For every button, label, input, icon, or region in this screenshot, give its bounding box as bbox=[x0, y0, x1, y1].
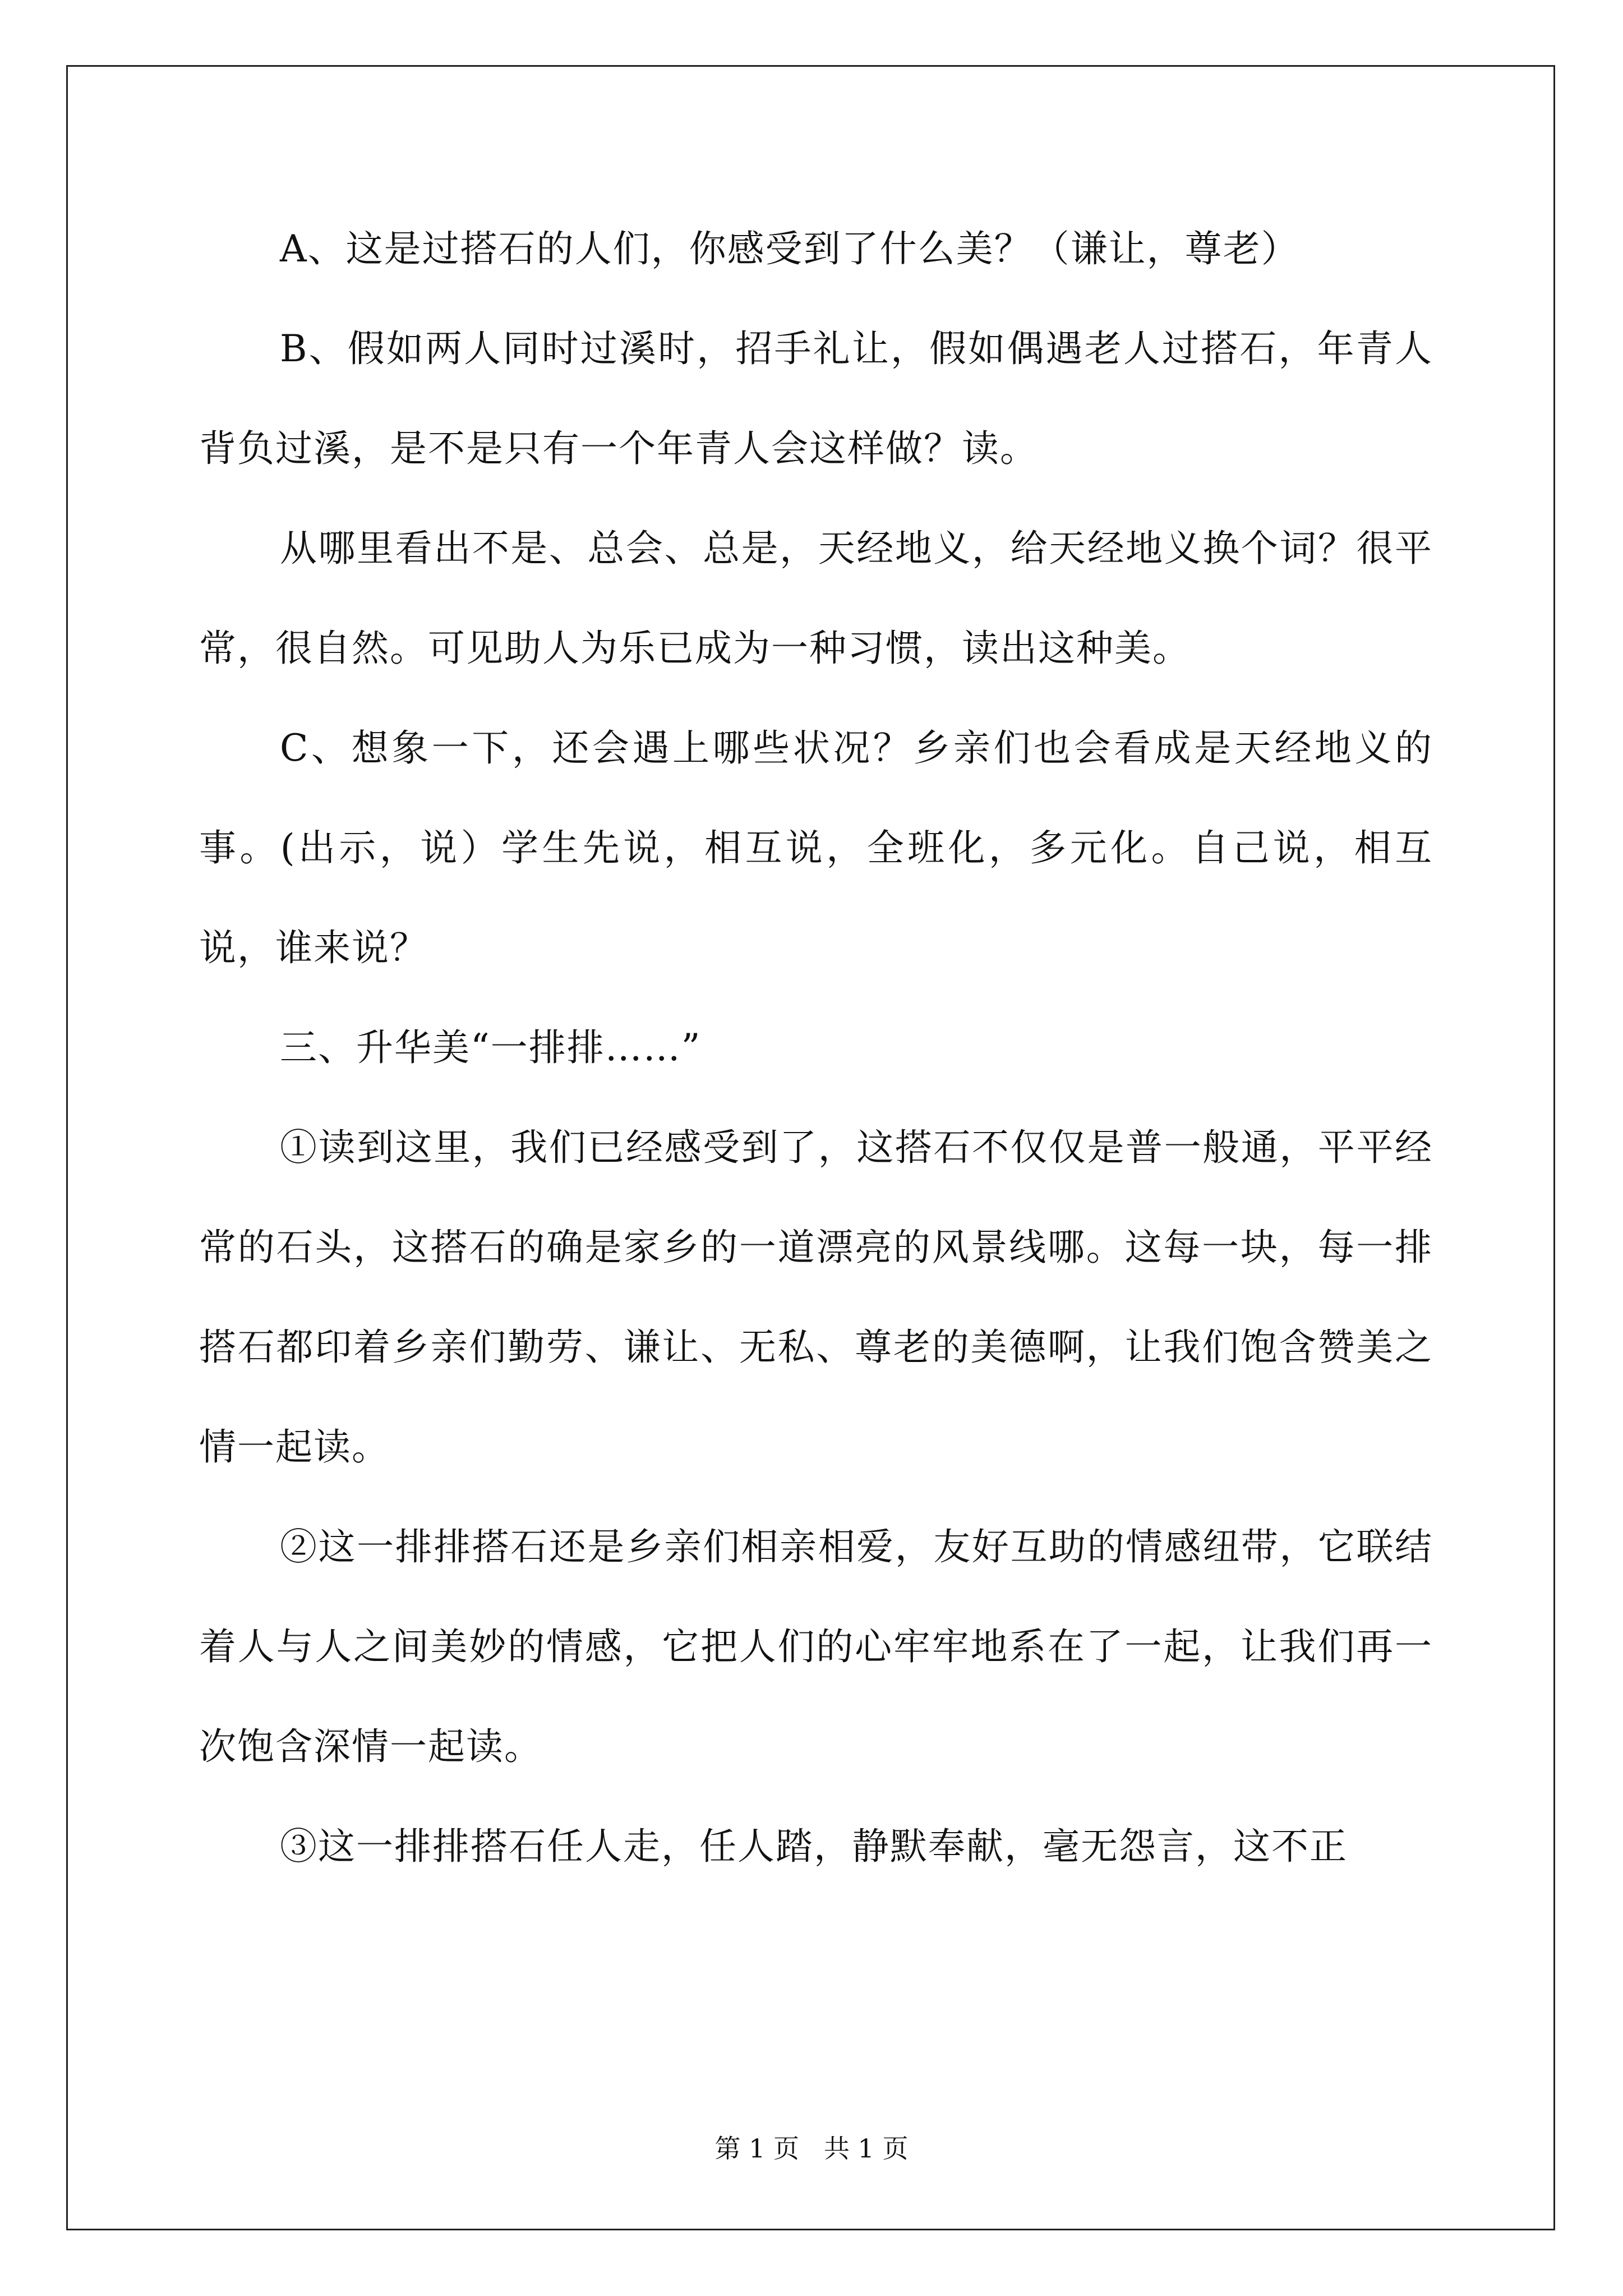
paragraph-2: ②这一排排搭石还是乡亲们相亲相爱，友好互助的情感纽带，它联结着人与人之间美妙的情感，它把人们的心牢牢地系在了一起，让我们再一次饱含深情一起读。 bbox=[199, 1525, 1433, 1768]
page-number: 第 1 页 bbox=[714, 2133, 800, 2164]
document-body bbox=[199, 199, 1433, 1897]
paragraph-3: ③这一排排搭石任人走，任人踏，静默奉献，毫无怨言，这不正 bbox=[280, 1825, 1348, 1868]
paragraph-c: C、想象一下，还会遇上哪些状况？乡亲们也会看成是天经地义的事。(出示，说）学生先说，相互说，全班化，多元化。自己说，相互说，谁来说？ bbox=[199, 726, 1433, 969]
paragraph-b: B、假如两人同时过溪时，招手礼让，假如偶遇老人过搭石，年青人背负过溪，是不是只有一个年青人会这样做？读。 bbox=[199, 327, 1433, 470]
paragraph-a: A、这是过搭石的人们，你感受到了什么美？（谦让，尊老） bbox=[280, 227, 1299, 270]
page-footer bbox=[0, 2132, 1623, 2165]
paragraph-1: ①读到这里，我们已经感受到了，这搭石不仅仅是普一般通，平平经常的石头，这搭石的确是家乡的一道漂亮的风景线哪。这每一块，每一排搭石都印着乡亲们勤劳、谦让、无私、尊老的美德啊，让我们饱含赞美之情一起读。 bbox=[199, 1126, 1433, 1469]
section-heading-3: 三、升华美“一排排……” bbox=[280, 1026, 702, 1069]
page-total: 共 1 页 bbox=[823, 2133, 909, 2164]
paragraph-from-where: 从哪里看出不是、总会、总是，天经地义，给天经地义换个词？很平常，很自然。可见助人为乐已成为一种习惯，读出这种美。 bbox=[199, 527, 1433, 670]
